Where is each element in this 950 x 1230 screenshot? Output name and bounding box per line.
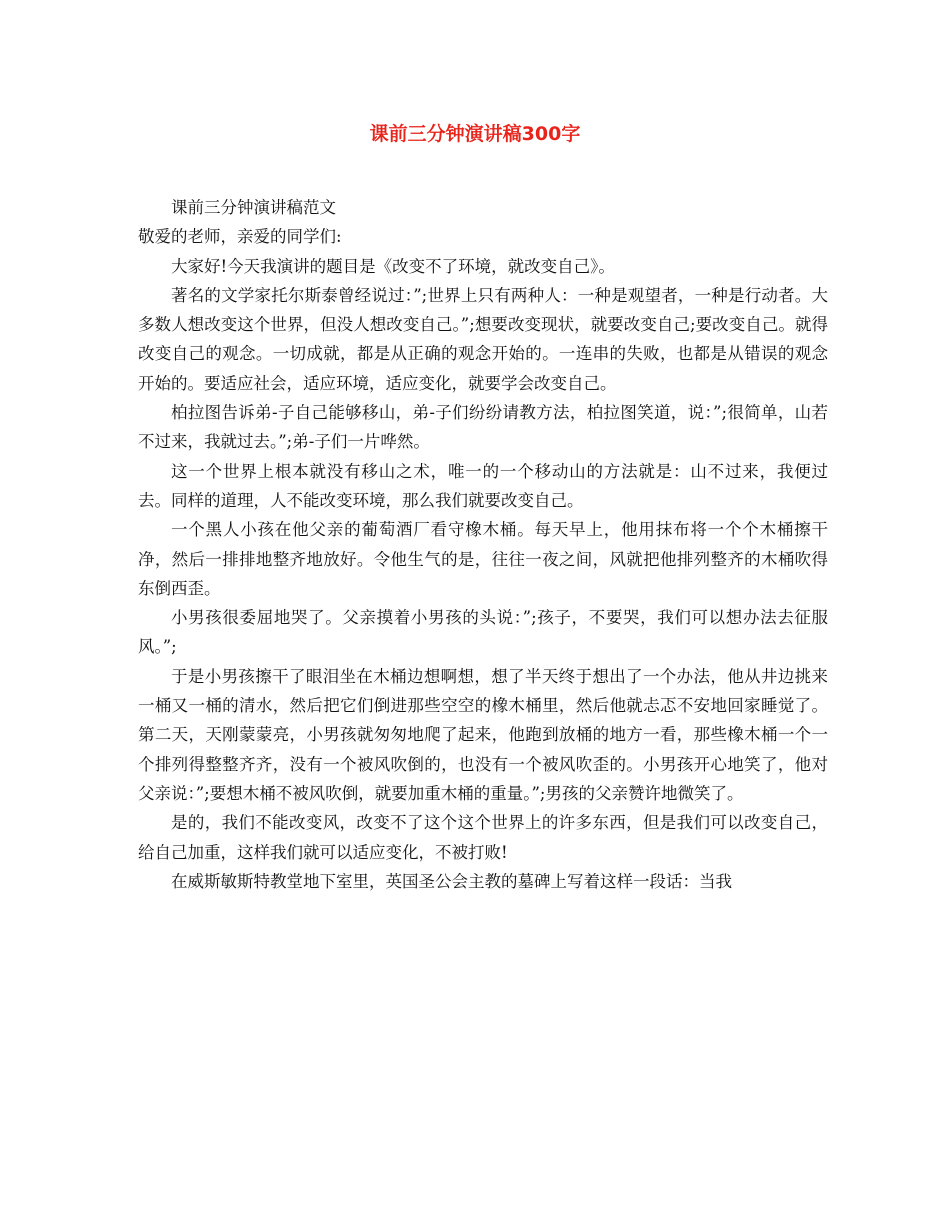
paragraph: 柏拉图告诉弟-子自己能够移山，弟-子们纷纷请教方法，柏拉图笑道，说：”;很简单，山若不过来，我就过去。”;弟-子们一片哗然。 bbox=[138, 403, 828, 452]
paragraph: 著名的文学家托尔斯泰曾经说过：”;世界上只有两种人：一种是观望者，一种是行动者。大多数人想改变这个世界，但没人想改变自己。”;想要改变现状，就要改变自己;要改变自己。就得改变自己的观念。一切成就，都是从正确的观念开始的。一连串的失败，也都是从错误的观念开始的。要适应社会，适应环境，适应变化，就要学会改变自己。 bbox=[138, 285, 828, 393]
paragraph: 是的，我们不能改变风，改变不了这个这个世界上的许多东西，但是我们可以改变自己，给自己加重，这样我们就可以适应变化，不被打败! bbox=[138, 813, 828, 862]
paragraph: 大家好!今天我演讲的题目是《改变不了环境，就改变自己》。 bbox=[171, 256, 615, 276]
paragraph: 课前三分钟演讲稿范文 bbox=[171, 198, 336, 217]
paragraph: 在威斯敏斯特教堂地下室里，英国圣公会主教的墓碑上写着这样一段话：当我 bbox=[171, 871, 732, 891]
paragraph: 这一个世界上根本就没有移山之术，唯一的一个移动山的方法就是：山不过来，我便过去。同样的道理，人不能改变环境，那么我们就要改变自己。 bbox=[138, 461, 828, 510]
paragraph: 敬爱的老师，亲爱的同学们: bbox=[138, 227, 342, 247]
paragraph: 于是小男孩擦干了眼泪坐在木桶边想啊想，想了半天终于想出了一个办法，他从井边挑来一桶又一桶的清水，然后把它们倒进那些空空的橡木桶里，然后他就忐忑不安地回家睡觉了。第二天，天刚蒙蒙亮，小男孩就匆匆地爬了起来，他跑到放桶的地方一看，那些橡木桶一个一个排列得整整齐齐，没有一个被风吹倒的，也没有一个被风吹歪的。小男孩开心地笑了，他对父亲说：”;要想木桶不被风吹倒，就要加重木桶的重量。”;男孩的父亲赞许地微笑了。 bbox=[138, 666, 828, 803]
document-body bbox=[138, 193, 828, 896]
paragraph: 一个黑人小孩在他父亲的葡萄酒厂看守橡木桶。每天早上，他用抹布将一个个木桶擦干净，然后一排排地整齐地放好。令他生气的是，往往一夜之间，风就把他排列整齐的木桶吹得东倒西歪。 bbox=[138, 520, 828, 598]
document-title: 课前三分钟演讲稿300字 bbox=[369, 123, 581, 145]
paragraph: 小男孩很委屈地哭了。父亲摸着小男孩的头说：”;孩子，不要哭，我们可以想办法去征服风。”; bbox=[138, 608, 828, 657]
